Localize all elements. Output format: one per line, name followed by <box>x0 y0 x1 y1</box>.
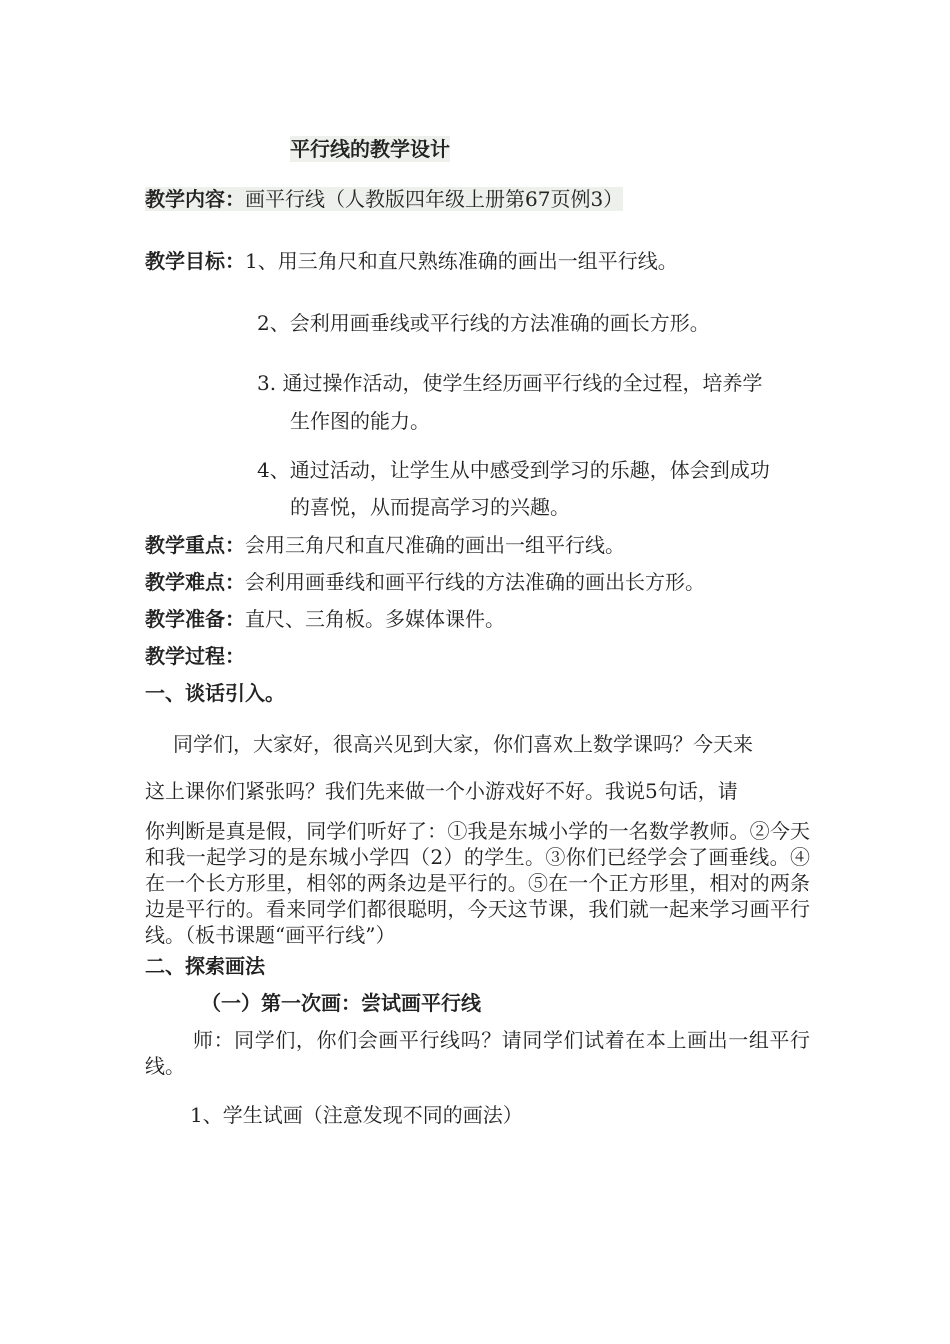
document-title: 平行线的教学设计 <box>290 137 450 161</box>
content-text: 画平行线（人教版四年级上册第67页例3） <box>245 187 624 211</box>
goals-label: 教学目标： <box>145 249 245 273</box>
goal-item-3-line-2: 生作图的能力。 <box>290 409 430 433</box>
difficulty-label: 教学难点： <box>145 570 245 594</box>
goals-line <box>145 248 678 274</box>
section-2-heading: 二、探索画法 <box>145 954 265 978</box>
key-point-text: 会用三角尺和直尺准确的画出一组平行线。 <box>245 533 625 557</box>
prep-text: 直尺、三角板。多媒体课件。 <box>245 607 505 631</box>
process-label: 教学过程： <box>145 644 245 668</box>
difficulty-line <box>145 569 705 595</box>
content-label: 教学内容： <box>145 187 245 211</box>
prep-line <box>145 606 505 632</box>
section-1-line-2: 这上课你们紧张吗？我们先来做一个小游戏好不好。我说5句话，请 <box>145 779 738 803</box>
goal-item-4-line-2: 的喜悦，从而提高学习的兴趣。 <box>290 495 570 519</box>
section-2-subheading: （一）第一次画：尝试画平行线 <box>201 991 481 1015</box>
section-1-paragraph: 你判断是真是假，同学们听好了：①我是东城小学的一名数学教师。②今天和我一起学习的是东城小学四（2）的学生。③你们已经学会了画垂线。④在一个长方形里，相邻的两条边是平行的。⑤在一个正方形里，相对的两条边是平行的。看来同学们都很聪明，今天这节课，我们就一起来学习画平行线。（板书课题“画平行线”） <box>145 819 810 947</box>
difficulty-text: 会利用画垂线和画平行线的方法准确的画出长方形。 <box>245 570 705 594</box>
section-1-line-1: 同学们，大家好，很高兴见到大家，你们喜欢上数学课吗？今天来 <box>173 732 753 756</box>
key-point-line <box>145 532 625 558</box>
prep-label: 教学准备： <box>145 607 245 631</box>
content-line <box>145 186 623 212</box>
goal-item-4-line-1: 4、通过活动，让学生从中感受到学习的乐趣，体会到成功 <box>257 458 770 482</box>
goal-item-1: 1、用三角尺和直尺熟练准确的画出一组平行线。 <box>245 249 678 273</box>
key-point-label: 教学重点： <box>145 533 245 557</box>
section-1-heading: 一、谈话引入。 <box>145 681 285 705</box>
goal-item-2: 2、会利用画垂线或平行线的方法准确的画长方形。 <box>257 311 710 335</box>
step-1-line: 1、学生试画（注意发现不同的画法） <box>190 1103 523 1127</box>
teacher-paragraph: 师：同学们，你们会画平行线吗？请同学们试着在本上画出一组平行线。 <box>145 1028 810 1078</box>
goal-item-3-line-1: 3. 通过操作活动，使学生经历画平行线的全过程，培养学 <box>257 371 763 395</box>
